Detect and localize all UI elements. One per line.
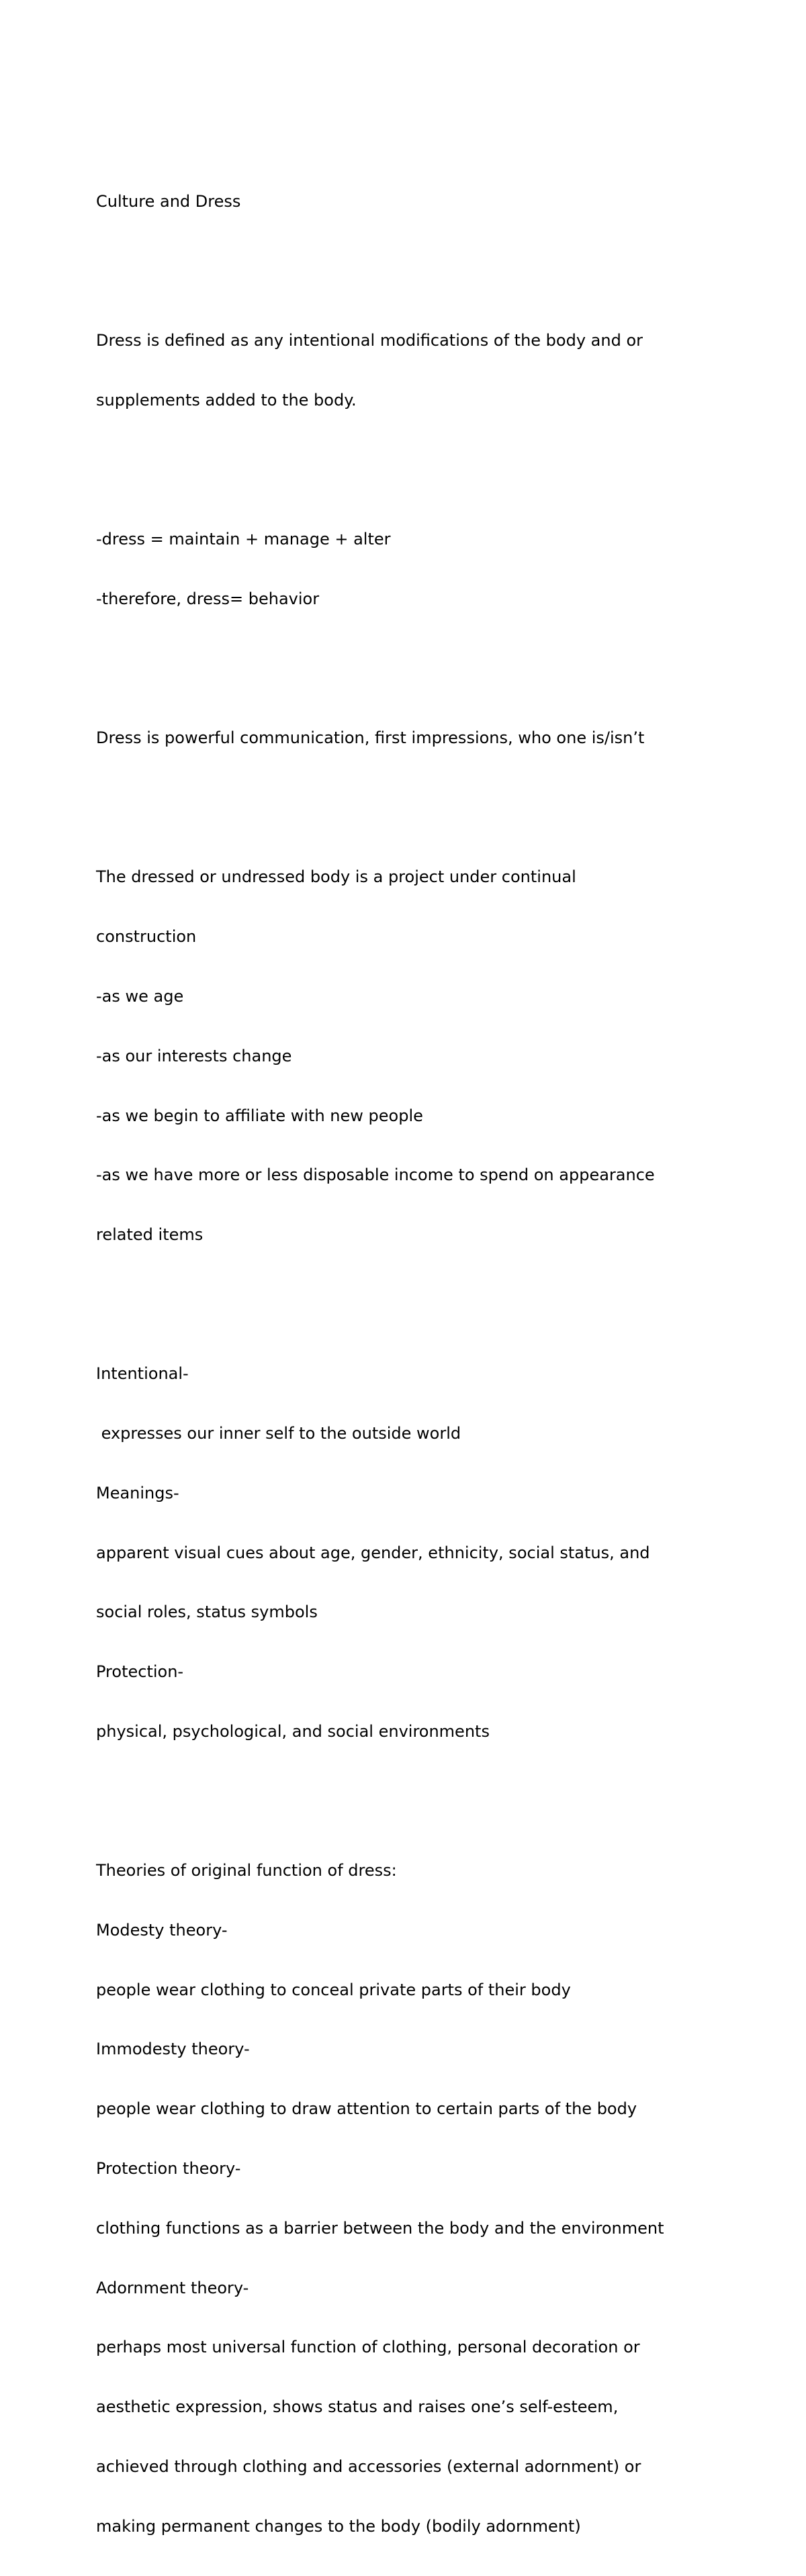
spacer [96, 252, 768, 272]
function-description: social roles, status symbols [96, 1603, 318, 1622]
theory-heading: Protection theory- [96, 2158, 241, 2178]
function-description: expresses our inner self to the outside world [96, 1424, 461, 1443]
theory-heading: Modesty theory- [96, 1920, 228, 1940]
spacer [96, 649, 768, 669]
spacer [96, 1285, 768, 1305]
theory-description: perhaps most universal function of clothing, personal decoration or [96, 2338, 640, 2357]
project-bullet: -as our interests change [96, 1046, 292, 1065]
equation-line: -therefore, dress= behavior [96, 589, 320, 609]
definition-line: supplements added to the body. [96, 391, 357, 410]
theory-heading: Adornment theory- [96, 2278, 249, 2297]
function-description: physical, psychological, and social environments [96, 1721, 490, 1741]
communication-line: Dress is powerful communication, first impressions, who one is/isn’t [96, 728, 645, 748]
project-bullet: -as we have more or less disposable income to spend on appearance [96, 1165, 655, 1185]
spacer [96, 450, 768, 471]
theory-description: achieved through clothing and accessories (external adornment) or [96, 2456, 641, 2476]
project-line: related items [96, 1225, 204, 1245]
theory-description: making permanent changes to the body (bodily adornment) [96, 2516, 581, 2536]
equation-line: -dress = maintain + manage + alter [96, 530, 391, 549]
document-title: Culture and Dress [96, 192, 241, 211]
theories-heading: Theories of original function of dress: [96, 1861, 397, 1880]
function-heading: Intentional- [96, 1364, 189, 1384]
theory-description: people wear clothing to draw attention to certain parts of the body [96, 2099, 637, 2119]
function-description: apparent visual cues about age, gender, ethnicity, social status, and [96, 1543, 650, 1562]
theory-heading: Immodesty theory- [96, 2040, 250, 2059]
definition-line: Dress is defined as any intentional modifications of the body and or [96, 331, 643, 350]
function-heading: Meanings- [96, 1483, 179, 1502]
document-body [96, 152, 768, 2576]
project-bullet: -as we begin to affiliate with new people [96, 1106, 423, 1125]
function-heading: Protection- [96, 1662, 184, 1682]
theory-description: clothing functions as a barrier between the body and the environment [96, 2218, 664, 2238]
spacer [96, 1782, 768, 1802]
project-bullet: -as we age [96, 986, 184, 1006]
theory-description: aesthetic expression, shows status and raises one’s self-esteem, [96, 2397, 619, 2417]
spacer [96, 788, 768, 808]
project-line: The dressed or undressed body is a project under continual [96, 867, 576, 887]
theory-description: people wear clothing to conceal private parts of their body [96, 1980, 571, 1999]
project-line: construction [96, 927, 197, 947]
